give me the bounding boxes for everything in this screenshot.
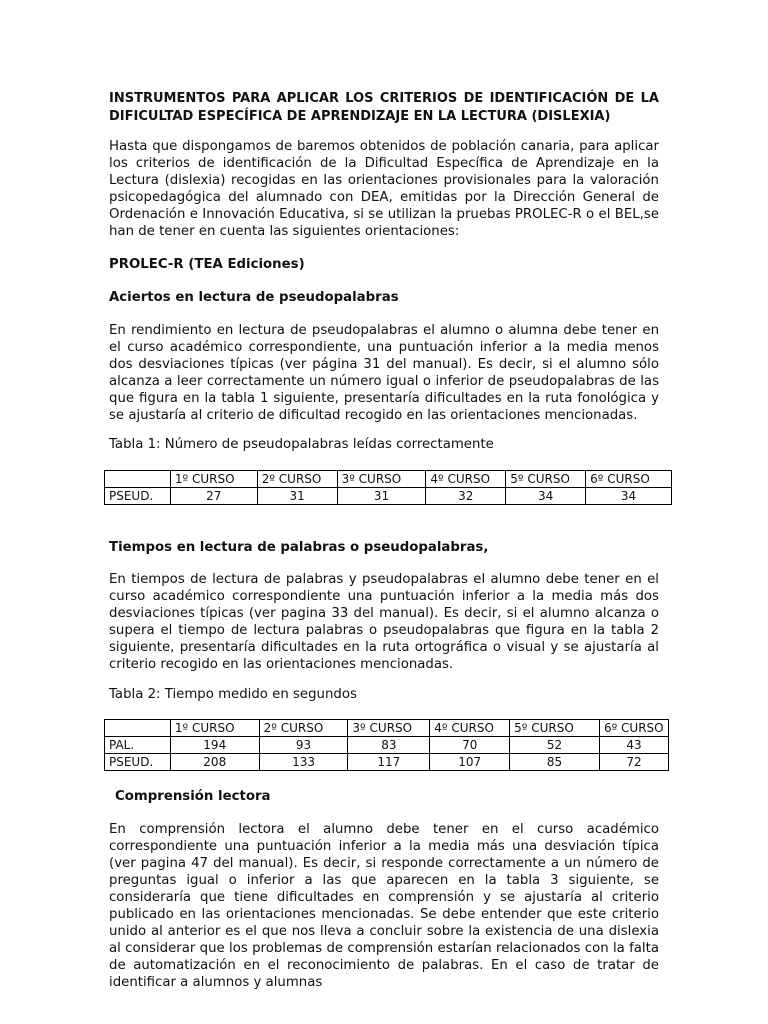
table-row	[105, 737, 669, 754]
section-paragraph-comprension: En comprensión lectora el alumno debe tener en el curso académico correspondiente una puntuación inferior a la media más una desviación típica (ver pagina 47 del manual). Es decir, si responde correctamente a un número de preguntas igual o inferior a las que aparecen en la tabla 3 siguiente, se consideraría que tiene dificultades en comprensión y se ajustaría al criterio publicado en las orientaciones mencionadas. Se debe entender que este criterio unido al anterior es el que nos lleva a concluir sobre la existencia de una dislexia al considerar que los problemas de comprensión estarían relacionados con la falta de automatización en el reconocimiento de palabras. En el caso de tratar de identificar a alumnos y alumnas	[109, 822, 659, 990]
table-header-cell: 4º CURSO	[426, 471, 506, 488]
table-header-cell: 1º CURSO	[170, 720, 259, 737]
table-cell: 34	[586, 488, 672, 505]
table-row-label: PSEUD.	[105, 488, 171, 505]
table-cell: 208	[170, 754, 259, 771]
section-paragraph-tiempos: En tiempos de lectura de palabras y pseudopalabras el alumno debe tener en el curso académico correspondiente una puntuación inferior a la media más dos desviaciones típicas (ver pagina 33 del manual). Es decir, si el alumno alcanza o supera el tiempo de lectura palabras o pseudopalabras que figura en la tabla 2 siguiente, presentaría dificultades en la ruta ortográfica o visual y se ajustaría al criterio recogido en las orientaciones mencionadas.	[109, 572, 659, 672]
table-cell: 107	[430, 754, 510, 771]
table-header-cell: 1º CURSO	[170, 471, 257, 488]
table-2	[104, 719, 669, 771]
table-header-cell	[105, 720, 171, 737]
table-header-cell: 2º CURSO	[259, 720, 348, 737]
table-header-cell: 5º CURSO	[510, 720, 600, 737]
table-cell: 34	[506, 488, 586, 505]
table-row	[105, 754, 669, 771]
section-heading-tiempos: Tiempos en lectura de palabras o pseudopalabras,	[109, 540, 489, 555]
document-title: INSTRUMENTOS PARA APLICAR LOS CRITERIOS DE IDENTIFICACIÓN DE LA DIFICULTAD ESPECÍFICA DE APRENDIZAJE EN LA LECTURA (DISLEXIA)	[109, 91, 659, 124]
table-header-row	[105, 720, 669, 737]
table-cell: 31	[257, 488, 337, 505]
table-cell: 133	[259, 754, 348, 771]
table-cell: 83	[348, 737, 430, 754]
table-header-cell: 5º CURSO	[506, 471, 586, 488]
table-cell: 85	[510, 754, 600, 771]
table-header-cell: 3º CURSO	[348, 720, 430, 737]
table-cell: 43	[599, 737, 668, 754]
table-cell: 194	[170, 737, 259, 754]
table-header-cell: 4º CURSO	[430, 720, 510, 737]
table-cell: 32	[426, 488, 506, 505]
table-cell: 70	[430, 737, 510, 754]
section-heading-comprension: Comprensión lectora	[115, 789, 271, 804]
table-cell: 31	[337, 488, 426, 505]
section-heading-pseudopalabras: Aciertos en lectura de pseudopalabras	[109, 290, 399, 305]
intro-paragraph: Hasta que dispongamos de baremos obtenidos de población canaria, para aplicar los criterios de identificación de la Dificultad Específica de Aprendizaje en la Lectura (dislexia) recogidas en las orientaciones provisionales para la valoración psicopedagógica del alumnado con DEA, emitidas por la Dirección General de Ordenación e Innovación Educativa, si se utilizan la pruebas PROLEC-R o el BEL,se han de tener en cuenta las siguientes orientaciones:	[109, 139, 659, 239]
table-row	[105, 488, 672, 505]
table-cell: 72	[599, 754, 668, 771]
table-header-cell: 3º CURSO	[337, 471, 426, 488]
prolec-heading: PROLEC-R (TEA Ediciones)	[109, 257, 305, 272]
table-row-label: PAL.	[105, 737, 171, 754]
table-1	[104, 470, 672, 505]
table-header-row	[105, 471, 672, 488]
table-header-cell: 6º CURSO	[586, 471, 672, 488]
table-header-cell: 6º CURSO	[599, 720, 668, 737]
section-paragraph-pseudopalabras: En rendimiento en lectura de pseudopalabras el alumno o alumna debe tener en el curso académico correspondiente, una puntuación inferior a la media menos dos desviaciones típicas (ver página 31 del manual). Es decir, si el alumno sólo alcanza a leer correctamente un número igual o inferior de pseudopalabras de las que figura en la tabla 1 siguiente, presentaría dificultades en la ruta fonológica y se ajustaría al criterio de dificultad recogido en las orientaciones mencionadas.	[109, 323, 659, 423]
table-header-cell: 2º CURSO	[257, 471, 337, 488]
table-cell: 52	[510, 737, 600, 754]
table-header-cell	[105, 471, 171, 488]
table-caption-1: Tabla 1: Número de pseudopalabras leídas correctamente	[109, 437, 494, 452]
table-cell: 117	[348, 754, 430, 771]
table-caption-2: Tabla 2: Tiempo medido en segundos	[109, 687, 357, 702]
table-cell: 93	[259, 737, 348, 754]
table-cell: 27	[170, 488, 257, 505]
table-row-label: PSEUD.	[105, 754, 171, 771]
